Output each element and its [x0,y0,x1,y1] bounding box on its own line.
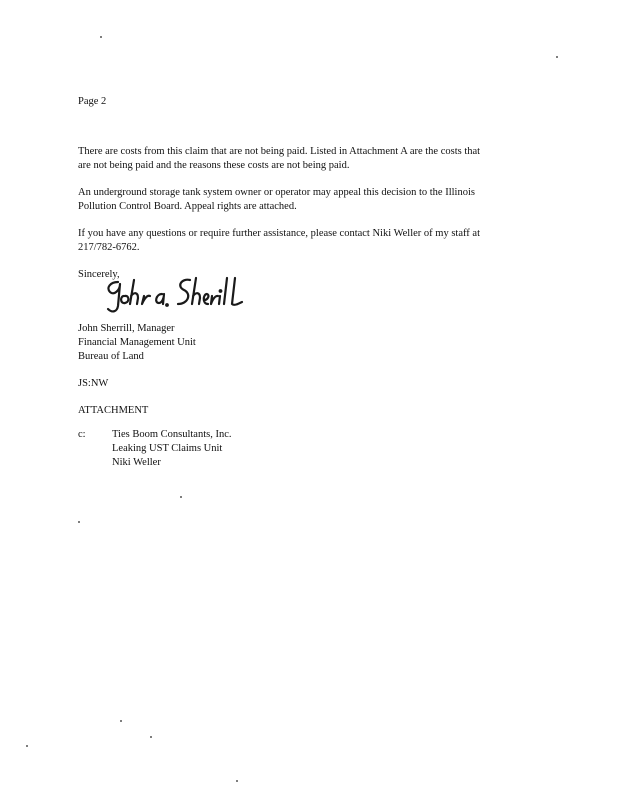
handwritten-signature [104,276,254,316]
attachment-label: ATTACHMENT [78,405,149,416]
closing-salutation: Sincerely, [78,269,120,280]
scan-speck [78,521,80,523]
paragraph-line: 217/782-6762. [78,242,140,253]
cc-recipient: Leaking UST Claims Unit [112,443,223,454]
signer-unit: Financial Management Unit [78,337,196,348]
scan-speck [150,736,152,738]
cc-recipient: Ties Boom Consultants, Inc. [112,429,232,440]
cc-recipient: Niki Weller [112,457,161,468]
typist-initials: JS:NW [78,378,109,389]
signer-bureau: Bureau of Land [78,351,144,362]
page-number: Page 2 [78,96,107,107]
scan-speck [120,720,122,722]
paragraph-line: Pollution Control Board. Appeal rights are attached. [78,201,297,212]
scan-speck [556,56,558,58]
scan-speck [100,36,102,38]
scan-speck [26,745,28,747]
scan-speck [180,496,182,498]
paragraph-line: are not being paid and the reasons these costs are not being paid. [78,160,350,171]
paragraph-line: An underground storage tank system owner or operator may appeal this decision to the Illinois [78,187,475,198]
scan-speck [236,780,238,782]
cc-label: c: [78,429,86,440]
paragraph-line: If you have any questions or require further assistance, please contact Niki Weller of my staff at [78,228,481,239]
signer-name-title: John Sherrill, Manager [78,323,175,334]
paragraph-line: There are costs from this claim that are not being paid. Listed in Attachment A are the costs that [78,146,481,157]
